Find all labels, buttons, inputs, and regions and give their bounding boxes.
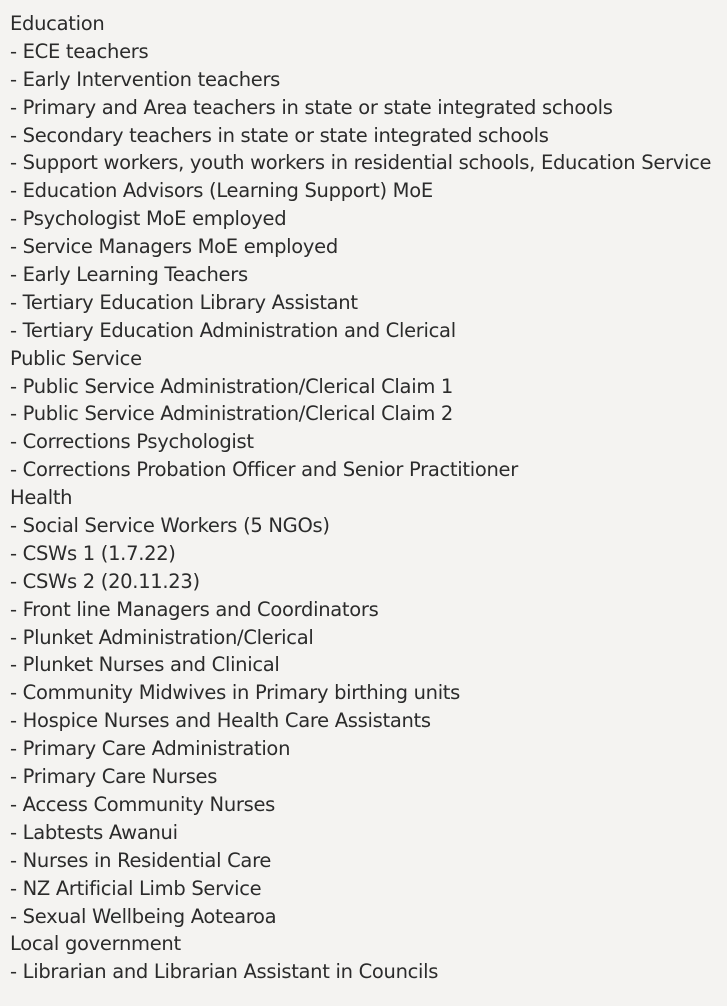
list-item: - Nurses in Residential Care [10,848,272,872]
list-item: - Primary Care Administration [10,737,291,761]
list-item: - Primary Care Nurses [10,765,218,789]
section-heading-health: Health [10,486,73,510]
list-item: - Early Intervention teachers [10,67,281,91]
list-item: - Education Advisors (Learning Support) MoE [10,179,433,203]
list-item: - Secondary teachers in state or state integrated schools [10,123,549,147]
list-item: - Psychologist MoE employed [10,207,287,231]
list-item: - Public Service Administration/Clerical Claim 1 [10,374,454,398]
list-item: - Labtests Awanui [10,820,178,844]
list-item: - Support workers, youth workers in residential schools, Education Service [10,151,712,175]
list-item: - Hospice Nurses and Health Care Assistants [10,709,431,733]
list-item: - Public Service Administration/Clerical Claim 2 [10,402,454,426]
list-item: - Social Service Workers (5 NGOs) [10,514,330,538]
list-item: - Early Learning Teachers [10,263,248,287]
list-item: - NZ Artificial Limb Service [10,876,262,900]
list-item: - Plunket Nurses and Clinical [10,653,280,677]
list-item: - Service Managers MoE employed [10,235,338,259]
list-item: - Tertiary Education Library Assistant [10,290,358,314]
list-item: - Front line Managers and Coordinators [10,597,379,621]
list-item: - Corrections Probation Officer and Senior Practitioner [10,458,518,482]
list-item: - Access Community Nurses [10,792,276,816]
list-item: - Community Midwives in Primary birthing units [10,681,461,705]
section-heading-local-government: Local government [10,932,181,956]
list-item: - Corrections Psychologist [10,430,254,454]
list-item: - Plunket Administration/Clerical [10,625,314,649]
list-item: - CSWs 2 (20.11.23) [10,569,200,593]
section-heading-public-service: Public Service [10,346,142,370]
list-item: - CSWs 1 (1.7.22) [10,541,176,565]
list-item: - Primary and Area teachers in state or state integrated schools [10,95,613,119]
list-item: - Tertiary Education Administration and Clerical [10,318,456,342]
list-item: - Sexual Wellbeing Aotearoa [10,904,277,928]
list-item: - ECE teachers [10,39,149,63]
section-heading-education: Education [10,12,105,35]
list-item: - Librarian and Librarian Assistant in Councils [10,960,439,984]
